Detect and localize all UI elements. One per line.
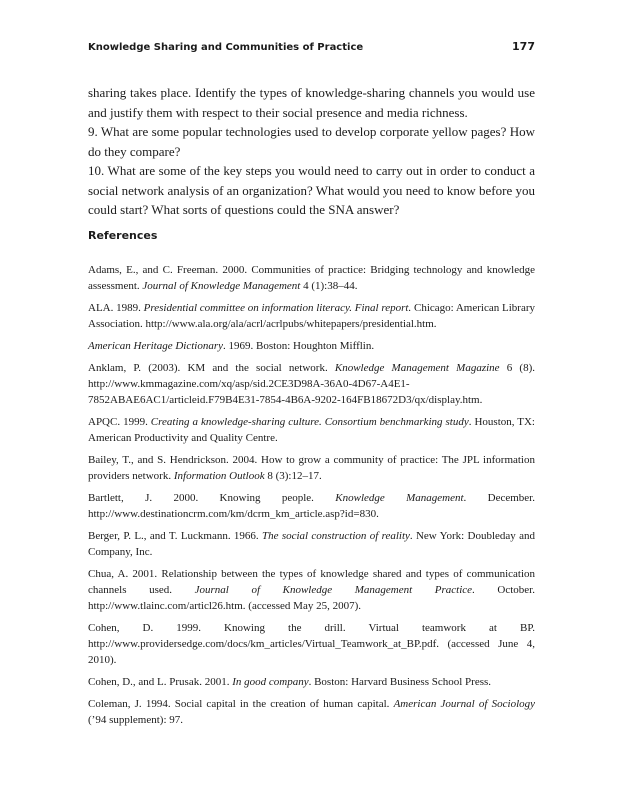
reference-item: ALA. 1989. Presidential committee on information literacy. Final report. Chicago: American Library Association. http://www.ala.org/ala/acrl/acrlpubs/whitepapers/presidential.htm. (88, 302, 535, 330)
reference-item: Chua, A. 2001. Relationship between the types of knowledge shared and types of communication channels used. Journal of Knowledge Management Practice. October. http://www.tlainc.com/articl26.htm. (accessed May 25, 2007). (88, 568, 535, 612)
running-header (88, 40, 535, 58)
reference-item: American Heritage Dictionary. 1969. Boston: Houghton Mifflin. (88, 340, 375, 352)
reference-item: Cohen, D., and L. Prusak. 2001. In good company. Boston: Harvard Business School Press. (88, 676, 492, 688)
page-number: 177 (512, 40, 535, 53)
reference-item: Berger, P. L., and T. Luckmann. 1966. The social construction of reality. New York: Doubleday and Company, Inc. (88, 530, 535, 558)
reference-list (88, 262, 535, 734)
reference-item: Bailey, T., and S. Hendrickson. 2004. How to grow a community of practice: The JPL information providers network. Information Outlook 8 (3):12–17. (88, 454, 535, 482)
references-heading: References (88, 229, 158, 242)
reference-item: Anklam, P. (2003). KM and the social network. Knowledge Management Magazine 6 (8). http://www.kmmagazine.com/xq/asp/sid.2CE3D98A-36A0-4D67-A4E1-7852ABAE6AC1/articleid.F79B4E31-7854-4B6A-9202-164FB18672D3/qx/display.htm. (88, 362, 535, 406)
reference-item: Adams, E., and C. Freeman. 2000. Communities of practice: Bridging technology and knowledge assessment. Journal of Knowledge Management 4 (1):38–44. (88, 264, 535, 292)
reference-item: Bartlett, J. 2000. Knowing people. Knowledge Management. December. http://www.destinationcrm.com/km/dcrm_km_article.asp?id=830. (88, 492, 535, 520)
paragraph: 9. What are some popular technologies used to develop corporate yellow pages? How do they compare? (88, 124, 535, 159)
body-text (88, 83, 535, 220)
reference-item: APQC. 1999. Creating a knowledge-sharing culture. Consortium benchmarking study. Houston, TX: American Productivity and Quality Centre. (88, 416, 535, 444)
paragraph: sharing takes place. Identify the types of knowledge-sharing channels you would use and justify them with respect to their social presence and media richness. (88, 85, 535, 120)
paragraph: 10. What are some of the key steps you would need to carry out in order to conduct a social network analysis of an organization? What would you need to know before you could start? What sorts of questions could the SNA answer? (88, 163, 535, 217)
reference-item: Cohen, D. 1999. Knowing the drill. Virtual teamwork at BP. http://www.providersedge.com/docs/km_articles/Virtual_Teamwork_at_BP.pdf. (accessed June 4, 2010). (88, 622, 535, 666)
running-header-title: Knowledge Sharing and Communities of Practice (88, 42, 364, 53)
reference-item: Coleman, J. 1994. Social capital in the creation of human capital. American Journal of Sociology (’94 supplement): 97. (88, 698, 536, 726)
